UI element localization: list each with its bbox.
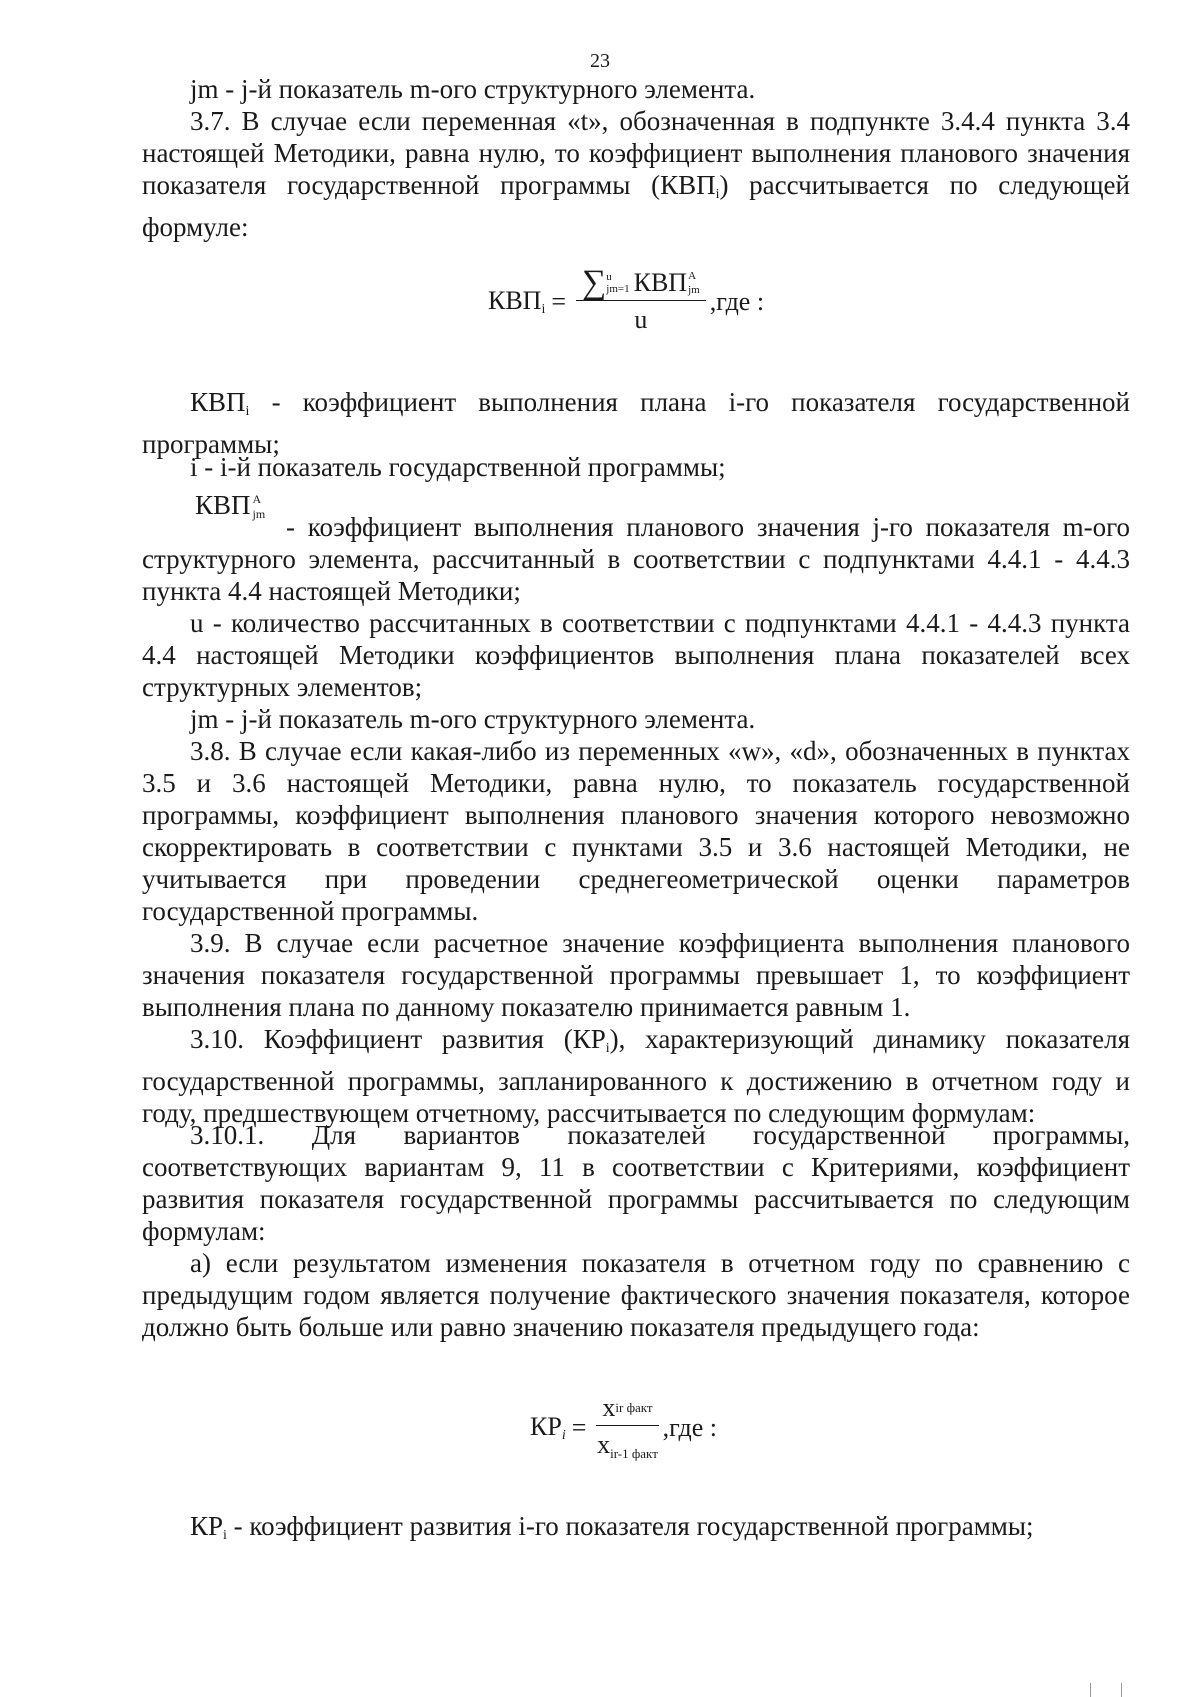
paragraph-3-10 [142, 1023, 1130, 1129]
paragraph-text: 3.10.1. Для вариантов показателей государственной программы, соответствующих вариантам 9, 11 в соответствии с Критериями, коэффициент развития показателя государственной программы рассчитывается по следующим формулам: [142, 1120, 1130, 1246]
paragraph-text: - коэффициент развития i-го показателя государственной программы; [226, 1511, 1034, 1541]
paragraph-text: КВП [190, 387, 246, 417]
paragraph-kvp-a-definition [142, 511, 1130, 607]
formula-suffix: ,где : [662, 1412, 717, 1442]
page-number: 23 [590, 50, 610, 72]
subscript: i [245, 404, 250, 419]
paragraph-text: i - i-й показатель государственной программы; [190, 452, 726, 482]
fraction-numerator [576, 264, 706, 301]
paragraph-u-definition [142, 607, 1130, 703]
sum-limits: u jm=1 [606, 271, 630, 295]
paragraph-text: u - количество рассчитанных в соответствии с подпунктами 4.4.1 - 4.4.3 пункта 4.4 настоящей Методики коэффициентов выполнения плана показателей всех структурных элементов; [142, 608, 1130, 702]
paragraph-3-9 [142, 927, 1130, 1023]
paragraph-3-8 [142, 735, 1130, 927]
sum-term: КВП [633, 268, 688, 297]
paragraph-3-10-1 [142, 1119, 1130, 1247]
formula-fraction [576, 264, 706, 335]
paragraph-text: - коэффициент выполнения планового значения j-го показателя m-ого структурного элемента, рассчитанный в соответствии с подпунктами 4.4.1 - 4.4.3 пункта 4.4 настоящей Методики; [142, 512, 1130, 606]
subscript: i [223, 1528, 227, 1543]
sum-symbol: ∑ [582, 264, 607, 301]
paragraph-text: 3.8. В случае если какая-либо из переменных «w», «d», обозначенных в пунктах 3.5 и 3.6 настоящей Методики, равна нулю, то показатель государственной программы, коэффициент выполнения планового значения которого невозможно скорректировать в соответствии с пунктами 3.5 и 3.6 настоящей Методики, не учитывается при проведении среднегеометрической оценки параметров государственной программы. [142, 736, 1130, 926]
scan-edge-mark [1090, 1683, 1122, 1697]
paragraph-jm-definition-2 [142, 703, 1130, 735]
symbol-scripts: A jm [252, 492, 266, 521]
paragraph-3-7 [142, 105, 1130, 243]
paragraph-text: а) если результатом изменения показателя в отчетном году по сравнению с предыдущим годом является получение фактического значения показателя, которое должно быть больше или равно значению показателя предыдущего года: [142, 1248, 1130, 1342]
paragraph-text: ) рассчитывается по следующей формуле: [142, 170, 1130, 242]
paragraph-i-definition [142, 451, 1130, 483]
subscript: i [715, 187, 720, 202]
formula-kr [530, 1393, 717, 1462]
paragraph-kvp-definition [142, 386, 1130, 460]
subscript: i [605, 1041, 610, 1056]
paragraph-text: jm - j-й показатель m-ого структурного элемента. [190, 704, 756, 734]
paragraph-variant-a [142, 1247, 1130, 1343]
paragraph-text: КР [190, 1511, 224, 1541]
fraction-denominator: xir-1 факт [597, 1430, 658, 1461]
formula-lhs: $КВП_i$ [488, 285, 546, 317]
paragraph-text: ), характеризующий динамику показателя государственной программы, запланированного к достижению в отчетном году и году, предшествующем отчетному, рассчитывается по следующим формулам: [142, 1024, 1130, 1128]
paragraph-kr-definition [142, 1510, 1130, 1552]
paragraph-text: 3.10. Коэффициент развития (КР [190, 1024, 606, 1054]
paragraph-text: - коэффициент выполнения плана i-го показателя государственной программы; [142, 387, 1130, 459]
formula-lhs: $КР_i$ [530, 1411, 566, 1443]
symbol-base: КВП [195, 490, 251, 520]
fraction-denominator: u [634, 305, 648, 334]
paragraph-text: jm - j-й показатель m-ого структурного элемента. [190, 74, 756, 104]
paragraph-text: 3.7. В случае если переменная «t», обозначенная в подпункте 3.4.4 пункта 3.4 настоящей Методики, равна нулю, то коэффициент выполнения планового значения показателя государственной программы (КВП [142, 106, 1130, 200]
equals-sign: = [571, 1412, 587, 1442]
term-scripts: A jm [688, 270, 700, 296]
formula-suffix: ,где : [709, 286, 765, 316]
paragraph-jm-definition [142, 73, 1130, 105]
fraction-numerator: x ir факт [596, 1393, 658, 1426]
paragraph-text: 3.9. В случае если расчетное значение коэффициента выполнения планового значения показателя государственной программы превышает 1, то коэффициент выполнения плана по данному показателю принимается равным 1. [142, 928, 1130, 1022]
formula-kvp [488, 264, 765, 335]
equals-sign: = [551, 286, 567, 316]
formula-fraction [596, 1393, 658, 1462]
